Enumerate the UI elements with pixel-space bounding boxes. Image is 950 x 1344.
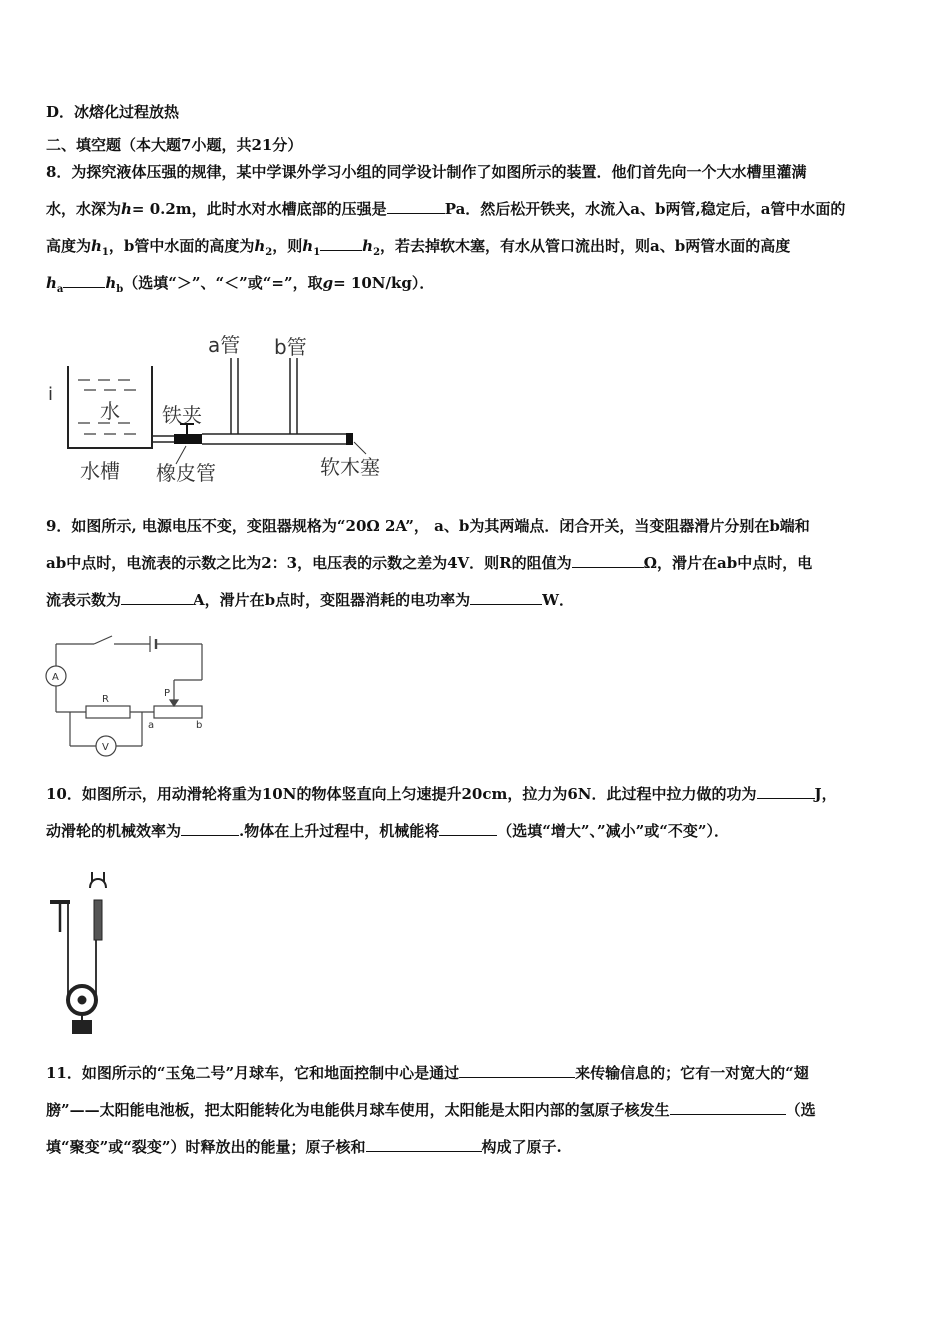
q9-text: A，滑片在b点时，变阻器消耗的电功率为 [193,591,471,609]
rubber-tube [174,434,202,444]
var-h: h [121,200,132,218]
q8-line2 [46,199,845,219]
q8-line4 [46,273,434,300]
rheostat [154,706,202,718]
q8-text: Pa．然后松开铁夹，水流入a、b两管,稳定后，a管中水面的 [444,200,846,218]
sub-2: 2 [265,247,273,258]
q8-text: （选填“＞”、“＜”或“=”，取 [123,274,323,292]
q8-text: ，则 [272,237,303,255]
label-ammeter: A [52,672,59,683]
sub-1: 1 [313,247,321,258]
q10-text: 动滑轮的机械效率为 [46,822,182,840]
q8-apparatus-figure [44,328,414,493]
sub-2: 2 [373,247,381,258]
q8-text: = 0.2m，此时水对水槽底部的压强是 [131,200,387,218]
q8-text: ，若去掉软木塞，有水从管口流出时，则a、b两管水面的高度 [380,237,791,255]
label-rubber-tube: 橡皮管 [156,461,216,485]
label-voltmeter: V [102,742,109,753]
q9-line2 [46,553,812,573]
q9-circuit-figure [42,628,222,762]
q10-text: .物体在上升过程中，机械能将 [239,822,440,840]
label-cork: 软木塞 [320,455,380,479]
section-title: 二、填空题（本大题7小题，共21分） [46,136,303,154]
answer-blank-power[interactable] [470,590,542,605]
label-end-b: b [196,720,203,731]
q8-line3 [46,236,790,263]
q9-text: W． [542,591,575,609]
q8-text: 水，水深为 [46,200,122,218]
edge-mark: i [48,384,54,405]
hand-grip [90,872,106,888]
q8-line1: 8．为探究液体压强的规律，某中学课外学习小组的同学设计制作了如图所示的装置．他们首先向一个大水槽里灌满 [46,163,807,181]
var-g: g [322,274,334,292]
sub-b: b [116,284,124,295]
answer-blank-current[interactable] [121,590,193,605]
answer-blank-work[interactable] [757,784,815,799]
answer-blank-resistance[interactable] [572,553,644,568]
slider-arrow [170,700,178,706]
answer-blank-electrons[interactable] [366,1137,482,1152]
answer-blank-pressure[interactable] [387,199,445,214]
q9-line3 [46,590,574,610]
label-tube-a: a管 [208,333,241,357]
var-h1: h [91,237,102,255]
answer-blank-medium[interactable] [459,1063,575,1078]
var-ha: h [46,274,57,292]
label-tube-b: b管 [274,335,307,359]
spring-scale [94,900,102,940]
sub-a: a [56,284,64,295]
var-h2: h [254,237,266,255]
switch [94,636,112,644]
sub-1: 1 [101,247,109,258]
q10-pulley-figure [44,870,124,1036]
answer-blank-compare-hab[interactable] [63,273,105,288]
answer-blank-efficiency[interactable] [181,821,239,836]
q10-text: J， [814,785,837,803]
pulley-axle [78,996,86,1004]
q8-text: 高度为 [46,237,92,255]
label-slider: P [164,688,171,699]
q9-line1: 9．如图所示, 电源电压不变，变阻器规格为“20Ω 2A”， a、b为其两端点．闭合开关，当变阻器滑片分别在b端和 [46,517,810,535]
label-resistor: R [102,694,109,705]
q9-text: ab中点时，电流表的示数之比为2：3，电压表的示数之差为4V．则R的阻值为 [46,554,572,572]
q11-text: 11．如图所示的“玉兔二号”月球车，它和地面控制中心是通过 [46,1064,460,1082]
answer-blank-fusion[interactable] [670,1100,786,1115]
answer-blank-mechanical-energy[interactable] [439,821,497,836]
var-h1: h [302,237,314,255]
q10-text: （选填“增大”、”减小”或“不变”）． [497,822,730,840]
q10-text: 10．如图所示，用动滑轮将重为10N的物体竖直向上匀速提升20cm，拉力为6N．此过程中拉力做的功为 [46,785,757,803]
q11-text: 构成了原子. [481,1138,562,1156]
q11-text: （选 [785,1101,816,1119]
weight-block [72,1020,92,1034]
cork [346,433,353,445]
q10-line1 [46,784,837,804]
var-h2: h [362,237,374,255]
q11-text: 来传输信息的；它有一对宽大的“翅 [575,1064,809,1082]
q8-text: = 10N/kg）． [333,274,435,292]
q11-line3 [46,1137,562,1157]
leader-line [354,442,366,454]
q10-line2 [46,821,729,841]
label-water: 水 [100,399,120,423]
answer-blank-compare-h[interactable] [320,236,362,251]
var-hb: h [105,274,117,292]
q11-text: 膀”——太阳能电池板，把太阳能转化为电能供月球车使用，太阳能是太阳内部的氢原子核发生 [46,1101,670,1119]
label-tank: 水槽 [80,459,120,483]
q11-line2 [46,1100,816,1120]
resistor-r [86,706,130,718]
q9-text: Ω，滑片在ab中点时，电 [643,554,813,572]
label-end-a: a [148,720,155,731]
q11-text: 填“聚变”或“裂变”）时释放出的能量；原子核和 [46,1138,366,1156]
q9-text: 流表示数为 [46,591,122,609]
option-d: D．冰熔化过程放热 [46,103,180,121]
label-clamp: 铁夹 [162,403,202,427]
q11-line1 [46,1063,809,1083]
q8-text: ，b管中水面的高度为 [108,237,255,255]
